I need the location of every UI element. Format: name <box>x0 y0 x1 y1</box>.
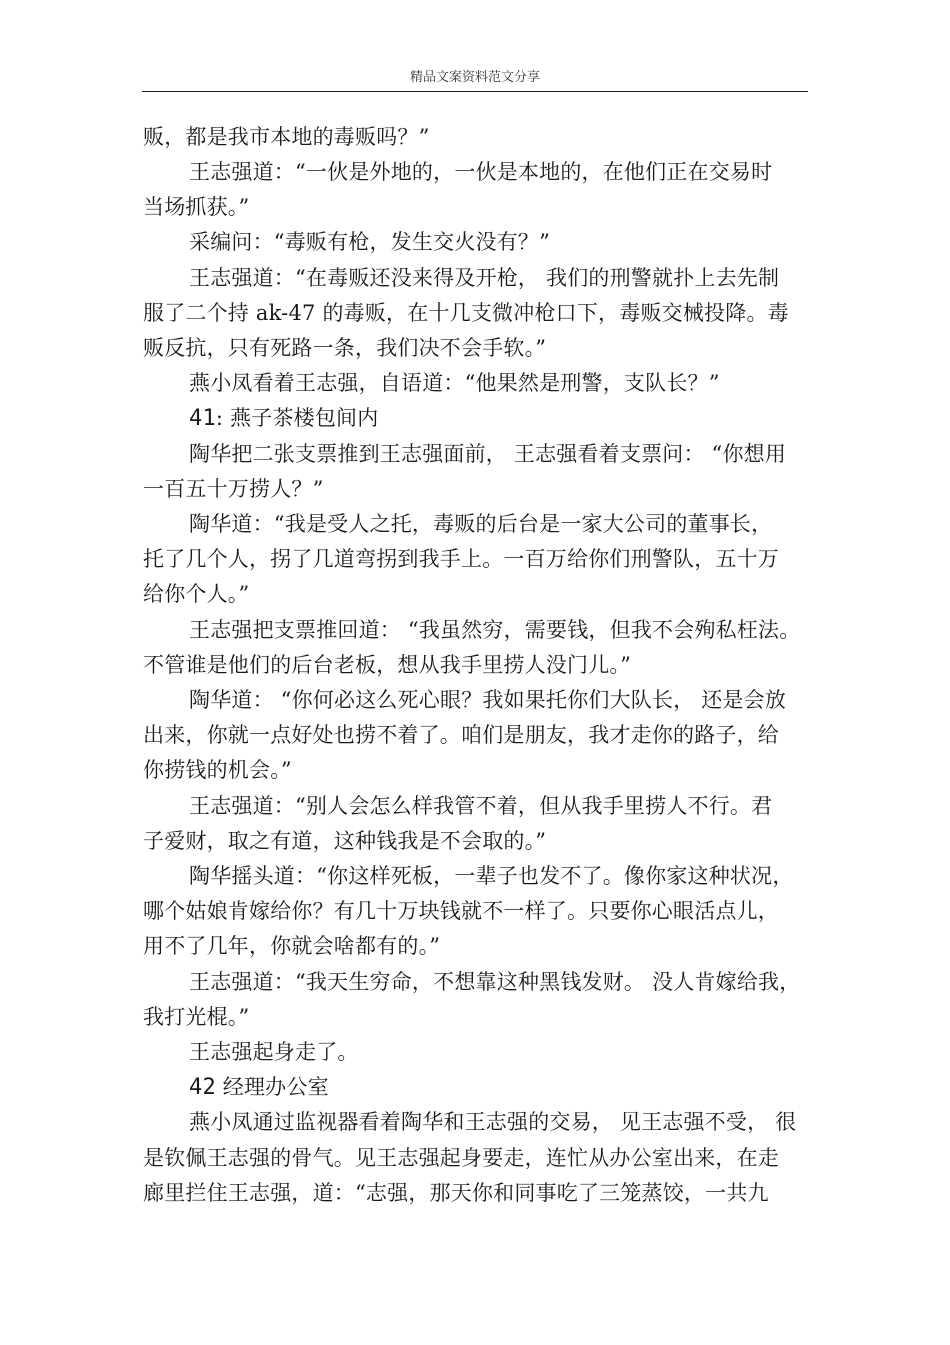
text-line: 你捞钱的机会。” <box>143 758 292 782</box>
scene-title: 经理办公室 <box>222 1075 329 1099</box>
text-line: 贩反抗，只有死路一条，我们决不会手软。” <box>143 336 547 360</box>
header-rule <box>142 91 808 92</box>
text-line: 是钦佩王志强的骨气。见王志强起身要走，连忙从办公室出来，在走 <box>143 1146 779 1170</box>
text-line: 陶华摇头道：“你这样死板，一辈子也发不了。像你家这种状况， <box>189 864 794 888</box>
text-line: 陶华把二张支票推到王志强面前， 王志强看着支票问： “你想用 <box>189 442 787 466</box>
text-line: 用不了几年，你就会啥都有的。” <box>143 934 441 958</box>
text-line: 当场抓获。” <box>143 195 250 219</box>
text-line: 王志强道：“一伙是外地的，一伙是本地的，在他们正在交易时 <box>189 160 773 184</box>
text-line: 托了几个人，拐了几道弯拐到我手上。一百万给你们刑警队，五十万 <box>143 547 779 571</box>
text-line: 出来，你就一点好处也捞不着了。咱们是朋友，我才走你的路子，给 <box>143 723 779 747</box>
text-line: 陶华道：“我是受人之托，毒贩的后台是一家大公司的董事长， <box>189 512 773 536</box>
text-line: 廊里拦住王志强，道：“志强，那天你和同事吃了三笼蒸饺，一共九 <box>143 1181 769 1205</box>
scene-heading <box>189 1074 329 1101</box>
text-line: 哪个姑娘肯嫁给你？有几十万块钱就不一样了。只要你心眼活点儿， <box>143 899 779 923</box>
scene-separator <box>216 1075 223 1099</box>
scene-separator: : <box>215 406 231 430</box>
text-line: 王志强道：“在毒贩还没来得及开枪， 我们的刑警就扑上去先制 <box>189 266 780 290</box>
text-line: 陶华道： “你何必这么死心眼？我如果托你们大队长， 还是会放 <box>189 688 787 712</box>
page-header: 精品文案资料范文分享 <box>409 70 540 85</box>
text-line: 采编问：“毒贩有枪，发生交火没有？” <box>189 230 551 254</box>
text-line: 王志强起身走了。 <box>189 1040 359 1064</box>
text-line: 一百五十万捞人？” <box>143 477 324 501</box>
text-line: 王志强道：“我天生穷命，不想靠这种黑钱发财。 没人肯嫁给我， <box>189 970 801 994</box>
text-line: 不管谁是他们的后台老板，想从我手里捞人没门儿。” <box>143 653 632 677</box>
text-line: 贩，都是我市本地的毒贩吗？” <box>143 125 430 149</box>
scene-heading <box>189 405 378 432</box>
text-line: 子爱财，取之有道，这种钱我是不会取的。” <box>143 829 547 853</box>
text-line: 燕小凤看着王志强，自语道：“他果然是刑警，支队长？” <box>189 371 720 395</box>
text-line: 服了二个持 ak-47 的毒贩，在十几支微冲枪口下，毒贩交械投降。毒 <box>143 301 789 325</box>
scene-number: 41 <box>189 406 216 431</box>
text-line: 王志强道：“别人会怎么样我管不着，但从我手里捞人不行。君 <box>189 794 773 818</box>
scene-number: 42 <box>189 1075 216 1100</box>
text-line: 王志强把支票推回道： “我虽然穷，需要钱，但我不会殉私枉法。 <box>189 618 801 642</box>
scene-title: 燕子茶楼包间内 <box>230 406 379 430</box>
text-line: 给你个人。” <box>143 582 250 606</box>
text-line: 燕小凤通过监视器看着陶华和王志强的交易， 见王志强不受， 很 <box>189 1110 797 1134</box>
text-line: 我打光棍。” <box>143 1005 250 1029</box>
